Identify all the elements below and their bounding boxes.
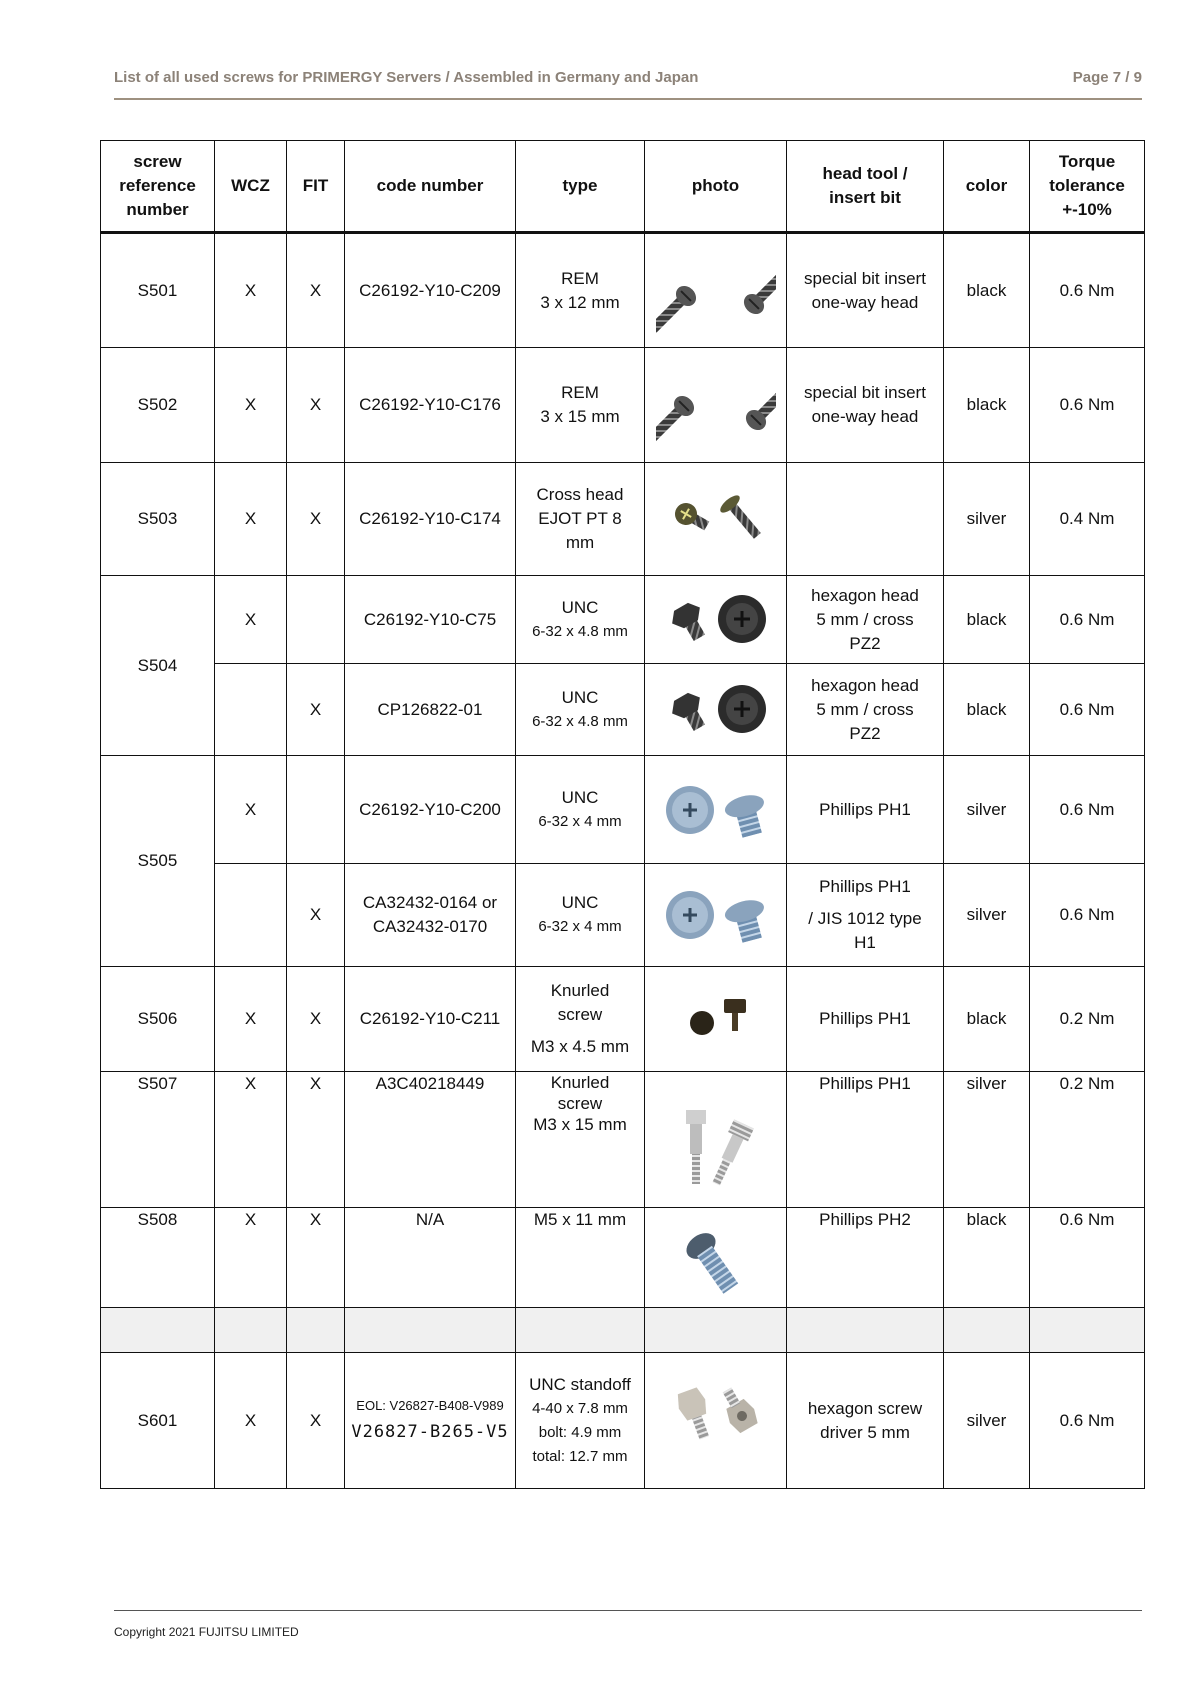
- wcz-cell: X: [215, 967, 287, 1072]
- type-cell: Cross head EJOT PT 8 mm: [516, 463, 645, 576]
- color-cell: black: [944, 1208, 1030, 1308]
- type-cell: Knurled screw M3 x 4.5 mm: [516, 967, 645, 1072]
- table-row: [101, 1353, 1145, 1489]
- photo-cell: [645, 1353, 787, 1489]
- document-title: List of all used screws for PRIMERGY Servers / Assembled in Germany and Japan: [114, 69, 699, 86]
- type-cell: REM 3 x 12 mm: [516, 233, 645, 348]
- header-type: type: [516, 141, 645, 233]
- long-knurled-screw-photo: [656, 1090, 776, 1190]
- table-row: [101, 967, 1145, 1072]
- ref-cell: S506: [101, 967, 215, 1072]
- torque-cell: 0.2 Nm: [1030, 967, 1145, 1072]
- header-tool: head tool / insert bit: [787, 141, 944, 233]
- torque-cell: 0.6 Nm: [1030, 1353, 1145, 1489]
- ref-cell: S507: [101, 1072, 215, 1208]
- ref-cell: S508: [101, 1208, 215, 1308]
- flat-head-screw-pair-photo: [654, 877, 778, 953]
- table-row: [101, 348, 1145, 463]
- color-cell: silver: [944, 463, 1030, 576]
- photo-cell: [645, 664, 787, 756]
- table-row: [101, 1208, 1145, 1308]
- fit-cell: [287, 756, 345, 864]
- photo-cell: [645, 1208, 787, 1308]
- header-torque: Torque tolerance +-10%: [1030, 141, 1145, 233]
- wcz-cell: X: [215, 233, 287, 348]
- torque-cell: 0.6 Nm: [1030, 864, 1145, 967]
- color-cell: black: [944, 348, 1030, 463]
- wcz-cell: X: [215, 576, 287, 664]
- fit-cell: X: [287, 233, 345, 348]
- header-color: color: [944, 141, 1030, 233]
- tool-cell: Phillips PH1: [787, 756, 944, 864]
- ref-cell: S501: [101, 233, 215, 348]
- header-ref: screw reference number: [101, 141, 215, 233]
- code-cell: A3C40218449: [345, 1072, 516, 1208]
- header-code: code number: [345, 141, 516, 233]
- page-footer: [114, 1610, 1142, 1639]
- color-cell: silver: [944, 756, 1030, 864]
- photo-cell: [645, 233, 787, 348]
- screw-table: [100, 140, 1145, 1489]
- photo-cell: [645, 864, 787, 967]
- code-cell: C26192-Y10-C174: [345, 463, 516, 576]
- table-row: [101, 1072, 1145, 1208]
- type-cell: UNC 6-32 x 4.8 mm: [516, 576, 645, 664]
- wcz-cell: X: [215, 1208, 287, 1308]
- photo-cell: [645, 463, 787, 576]
- tool-cell: Phillips PH1: [787, 1072, 944, 1208]
- code-cell: C26192-Y10-C211: [345, 967, 516, 1072]
- table-row: [101, 576, 1145, 664]
- color-cell: black: [944, 664, 1030, 756]
- ref-cell: S505: [101, 756, 215, 967]
- fit-cell: X: [287, 864, 345, 967]
- tool-cell: [787, 463, 944, 576]
- page-header: [114, 66, 1142, 100]
- current-code: V26827-B265-V5: [351, 1421, 509, 1442]
- header-fit: FIT: [287, 141, 345, 233]
- wcz-cell: X: [215, 348, 287, 463]
- torque-cell: 0.2 Nm: [1030, 1072, 1145, 1208]
- m5-screw-photo: [661, 1218, 771, 1298]
- fit-cell: X: [287, 967, 345, 1072]
- fit-cell: X: [287, 1208, 345, 1308]
- photo-cell: [645, 576, 787, 664]
- flat-head-screw-pair-photo: [654, 772, 778, 848]
- ref-cell: S504: [101, 576, 215, 756]
- type-cell: M5 x 11 mm: [516, 1208, 645, 1308]
- wcz-cell: [215, 864, 287, 967]
- separator-row: [101, 1308, 1145, 1353]
- code-cell: C26192-Y10-C176: [345, 348, 516, 463]
- tool-cell: Phillips PH2: [787, 1208, 944, 1308]
- fit-cell: X: [287, 463, 345, 576]
- color-cell: black: [944, 576, 1030, 664]
- table-row: [101, 864, 1145, 967]
- ref-cell: S502: [101, 348, 215, 463]
- color-cell: black: [944, 967, 1030, 1072]
- torque-cell: 0.6 Nm: [1030, 233, 1145, 348]
- tool-cell: hexagon head 5 mm / cross PZ2: [787, 664, 944, 756]
- type-cell: UNC 6-32 x 4.8 mm: [516, 664, 645, 756]
- code-cell: [345, 1353, 516, 1489]
- type-cell: UNC 6-32 x 4 mm: [516, 864, 645, 967]
- color-cell: silver: [944, 1353, 1030, 1489]
- standoff-pair-photo: [656, 1376, 776, 1466]
- wcz-cell: X: [215, 463, 287, 576]
- tool-cell: Phillips PH1 / JIS 1012 type H1: [787, 864, 944, 967]
- wcz-cell: [215, 664, 287, 756]
- torque-cell: 0.6 Nm: [1030, 756, 1145, 864]
- table-row: [101, 463, 1145, 576]
- type-cell: UNC standoff 4-40 x 7.8 mm bolt: 4.9 mm total: 12.7 mm: [516, 1353, 645, 1489]
- fit-cell: X: [287, 1072, 345, 1208]
- code-cell: N/A: [345, 1208, 516, 1308]
- hex-head-screw-pair-photo: [654, 585, 778, 655]
- code-cell: CA32432-0164 or CA32432-0170: [345, 864, 516, 967]
- eol-code: EOL: V26827-B408-V989: [356, 1397, 504, 1413]
- type-cell: Knurled screw M3 x 15 mm: [516, 1072, 645, 1208]
- wcz-cell: X: [215, 1353, 287, 1489]
- fit-cell: X: [287, 348, 345, 463]
- color-cell: silver: [944, 864, 1030, 967]
- photo-cell: [645, 348, 787, 463]
- code-cell: C26192-Y10-C75: [345, 576, 516, 664]
- wcz-cell: X: [215, 1072, 287, 1208]
- page-number: Page 7 / 9: [1072, 69, 1142, 86]
- photo-cell: [645, 1072, 787, 1208]
- ref-cell: S503: [101, 463, 215, 576]
- code-cell: C26192-Y10-C209: [345, 233, 516, 348]
- photo-cell: [645, 967, 787, 1072]
- table-row: [101, 233, 1145, 348]
- type-cell: UNC 6-32 x 4 mm: [516, 756, 645, 864]
- color-cell: black: [944, 233, 1030, 348]
- code-cell: C26192-Y10-C200: [345, 756, 516, 864]
- torque-cell: 0.6 Nm: [1030, 576, 1145, 664]
- fit-cell: X: [287, 1353, 345, 1489]
- torque-cell: 0.6 Nm: [1030, 348, 1145, 463]
- copyright: Copyright 2021 FUJITSU LIMITED: [114, 1625, 299, 1639]
- table-row: [101, 756, 1145, 864]
- table-row: [101, 664, 1145, 756]
- torque-cell: 0.6 Nm: [1030, 664, 1145, 756]
- torque-cell: 0.4 Nm: [1030, 463, 1145, 576]
- tool-cell: hexagon screw driver 5 mm: [787, 1353, 944, 1489]
- torque-cell: 0.6 Nm: [1030, 1208, 1145, 1308]
- fit-cell: [287, 576, 345, 664]
- table-header-row: [101, 141, 1145, 233]
- ref-cell: S601: [101, 1353, 215, 1489]
- knurled-screw-photo: [666, 989, 766, 1049]
- header-photo: photo: [645, 141, 787, 233]
- rem-screw-pair-photo: [656, 360, 776, 450]
- fit-cell: X: [287, 664, 345, 756]
- rem-screw-pair-photo: [656, 246, 776, 336]
- wcz-cell: X: [215, 756, 287, 864]
- tool-cell: hexagon head 5 mm / cross PZ2: [787, 576, 944, 664]
- hex-head-screw-pair-photo: [654, 675, 778, 745]
- tool-cell: special bit insert one-way head: [787, 233, 944, 348]
- photo-cell: [645, 756, 787, 864]
- header-wcz: WCZ: [215, 141, 287, 233]
- type-cell: REM 3 x 15 mm: [516, 348, 645, 463]
- tool-cell: special bit insert one-way head: [787, 348, 944, 463]
- cross-head-screw-pair-photo: [656, 484, 776, 554]
- tool-cell: Phillips PH1: [787, 967, 944, 1072]
- color-cell: silver: [944, 1072, 1030, 1208]
- code-cell: CP126822-01: [345, 664, 516, 756]
